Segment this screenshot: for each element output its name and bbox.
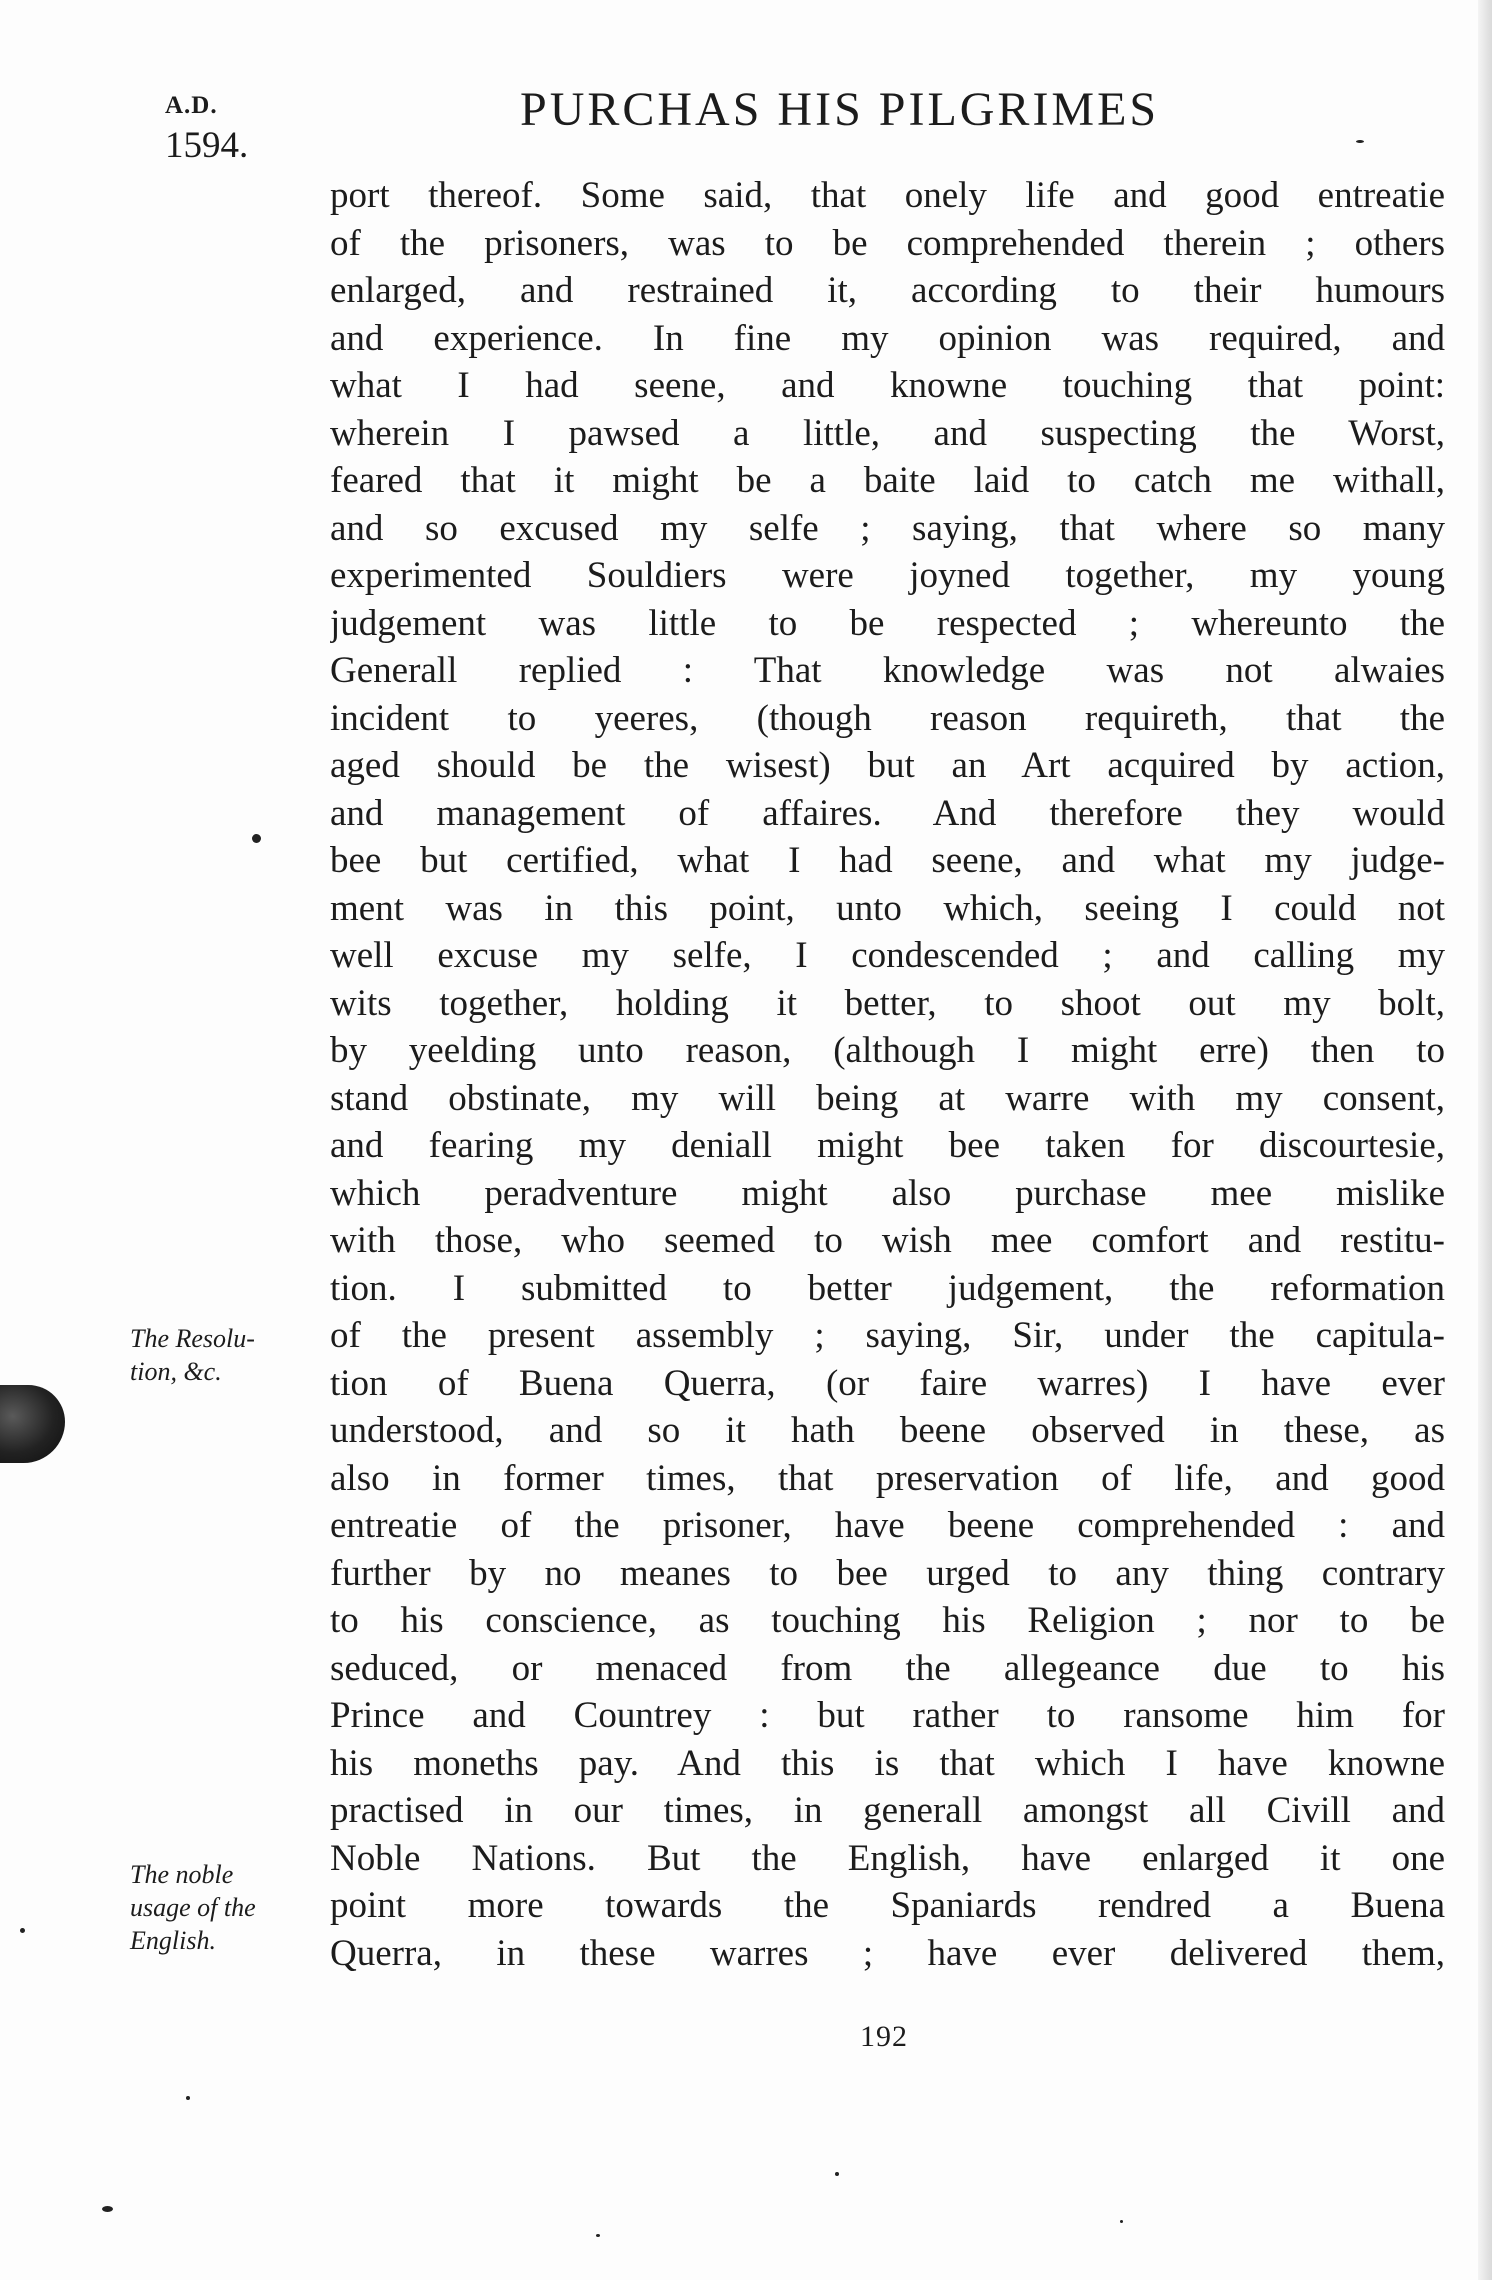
text-line: also in former times, that preservation of life, and good [330, 1457, 1445, 1499]
body-text [330, 172, 1445, 1977]
text-line: experimented Souldiers were joyned together, my young [330, 555, 1445, 596]
text-line: practised in our times, in generall amongst all Civill and [330, 1790, 1445, 1831]
text-line: enlarged, and restrained it, according to their humours [330, 270, 1445, 311]
text-line: stand obstinate, my will being at warre with my consent, [330, 1077, 1445, 1119]
text-line: with those, who seemed to wish mee comfort and restitu- [330, 1220, 1445, 1261]
text-line: ment was in this point, unto which, seeing I could not [330, 887, 1445, 929]
text-line: seduced, or menaced from the allegeance due to his [330, 1647, 1445, 1689]
text-line: Querra, in these warres ; have ever delivered them, [330, 1932, 1445, 1974]
text-line: of the prisoners, was to be comprehended therein ; others [330, 222, 1445, 264]
text-line: and fearing my deniall might bee taken for discourtesie, [330, 1125, 1445, 1166]
text-line: Noble Nations. But the English, have enlarged it one [330, 1837, 1445, 1879]
text-line: feared that it might be a baite laid to catch me withall, [330, 460, 1445, 501]
text-line: and management of affaires. And therefore they would [330, 792, 1445, 834]
text-line: well excuse my selfe, I condescended ; and calling my [330, 935, 1445, 976]
running-title: PURCHAS HIS PILGRIMES [520, 83, 1160, 136]
ink-speck [596, 2234, 600, 2237]
text-line: understood, and so it hath beene observed in these, as [330, 1410, 1445, 1451]
text-line: bee but certified, what I had seene, and what my judge- [330, 840, 1445, 881]
text-line: Generall replied : That knowledge was not alwaies [330, 650, 1445, 691]
ink-speck [1120, 2220, 1123, 2223]
margin-note-line: usage of the [130, 1893, 256, 1922]
era-label: A.D. [165, 92, 218, 119]
thumb-shadow [0, 1385, 65, 1463]
text-line: to his conscience, as touching his Religion ; nor to be [330, 1600, 1445, 1641]
margin-note-line: tion, &c. [130, 1357, 222, 1386]
margin-note-line: English. [130, 1926, 216, 1955]
margin-note-resolution [130, 1322, 310, 1388]
text-line: point more towards the Spaniards rendred a Buena [330, 1885, 1445, 1926]
text-line: tion of Buena Querra, (or faire warres) I have ever [330, 1362, 1445, 1404]
ink-speck [186, 2096, 190, 2100]
text-line: tion. I submitted to better judgement, the reformation [330, 1267, 1445, 1309]
ink-speck [20, 1928, 25, 1933]
page-edge-shadow [1478, 0, 1492, 2280]
text-line: judgement was little to be respected ; whereunto the [330, 602, 1445, 644]
text-line: his moneths pay. And this is that which I have knowne [330, 1742, 1445, 1784]
year-label: 1594. [165, 125, 249, 166]
text-line: port thereof. Some said, that onely life and good entreatie [330, 175, 1445, 216]
text-line: wits together, holding it better, to shoot out my bolt, [330, 982, 1445, 1024]
text-line: wherein I pawsed a little, and suspecting the Worst, [330, 412, 1445, 454]
margin-note-noble-usage [130, 1858, 310, 1957]
text-line: and experience. In fine my opinion was required, and [330, 317, 1445, 359]
margin-note-line: The Resolu- [130, 1324, 255, 1353]
text-line: incident to yeeres, (though reason requireth, that the [330, 697, 1445, 739]
ink-speck [835, 2172, 839, 2176]
ink-speck [1356, 140, 1364, 143]
text-line: further by no meanes to bee urged to any thing contrary [330, 1552, 1445, 1594]
margin-note-line: The noble [130, 1860, 234, 1889]
text-line: of the present assembly ; saying, Sir, under the capitula- [330, 1315, 1445, 1356]
text-line: and so excused my selfe ; saying, that where so many [330, 507, 1445, 549]
text-line: aged should be the wisest) but an Art acquired by action, [330, 745, 1445, 786]
ink-speck [102, 2206, 113, 2212]
year-heading [165, 92, 275, 167]
text-line: which peradventure might also purchase mee mislike [330, 1172, 1445, 1214]
page-number: 192 [860, 2020, 908, 2053]
text-line: Prince and Countrey : but rather to ransome him for [330, 1695, 1445, 1736]
text-line: entreatie of the prisoner, have beene comprehended : and [330, 1505, 1445, 1546]
text-line: what I had seene, and knowne touching that point: [330, 365, 1445, 406]
text-line: by yeelding unto reason, (although I might erre) then to [330, 1030, 1445, 1071]
ink-speck [252, 834, 261, 843]
